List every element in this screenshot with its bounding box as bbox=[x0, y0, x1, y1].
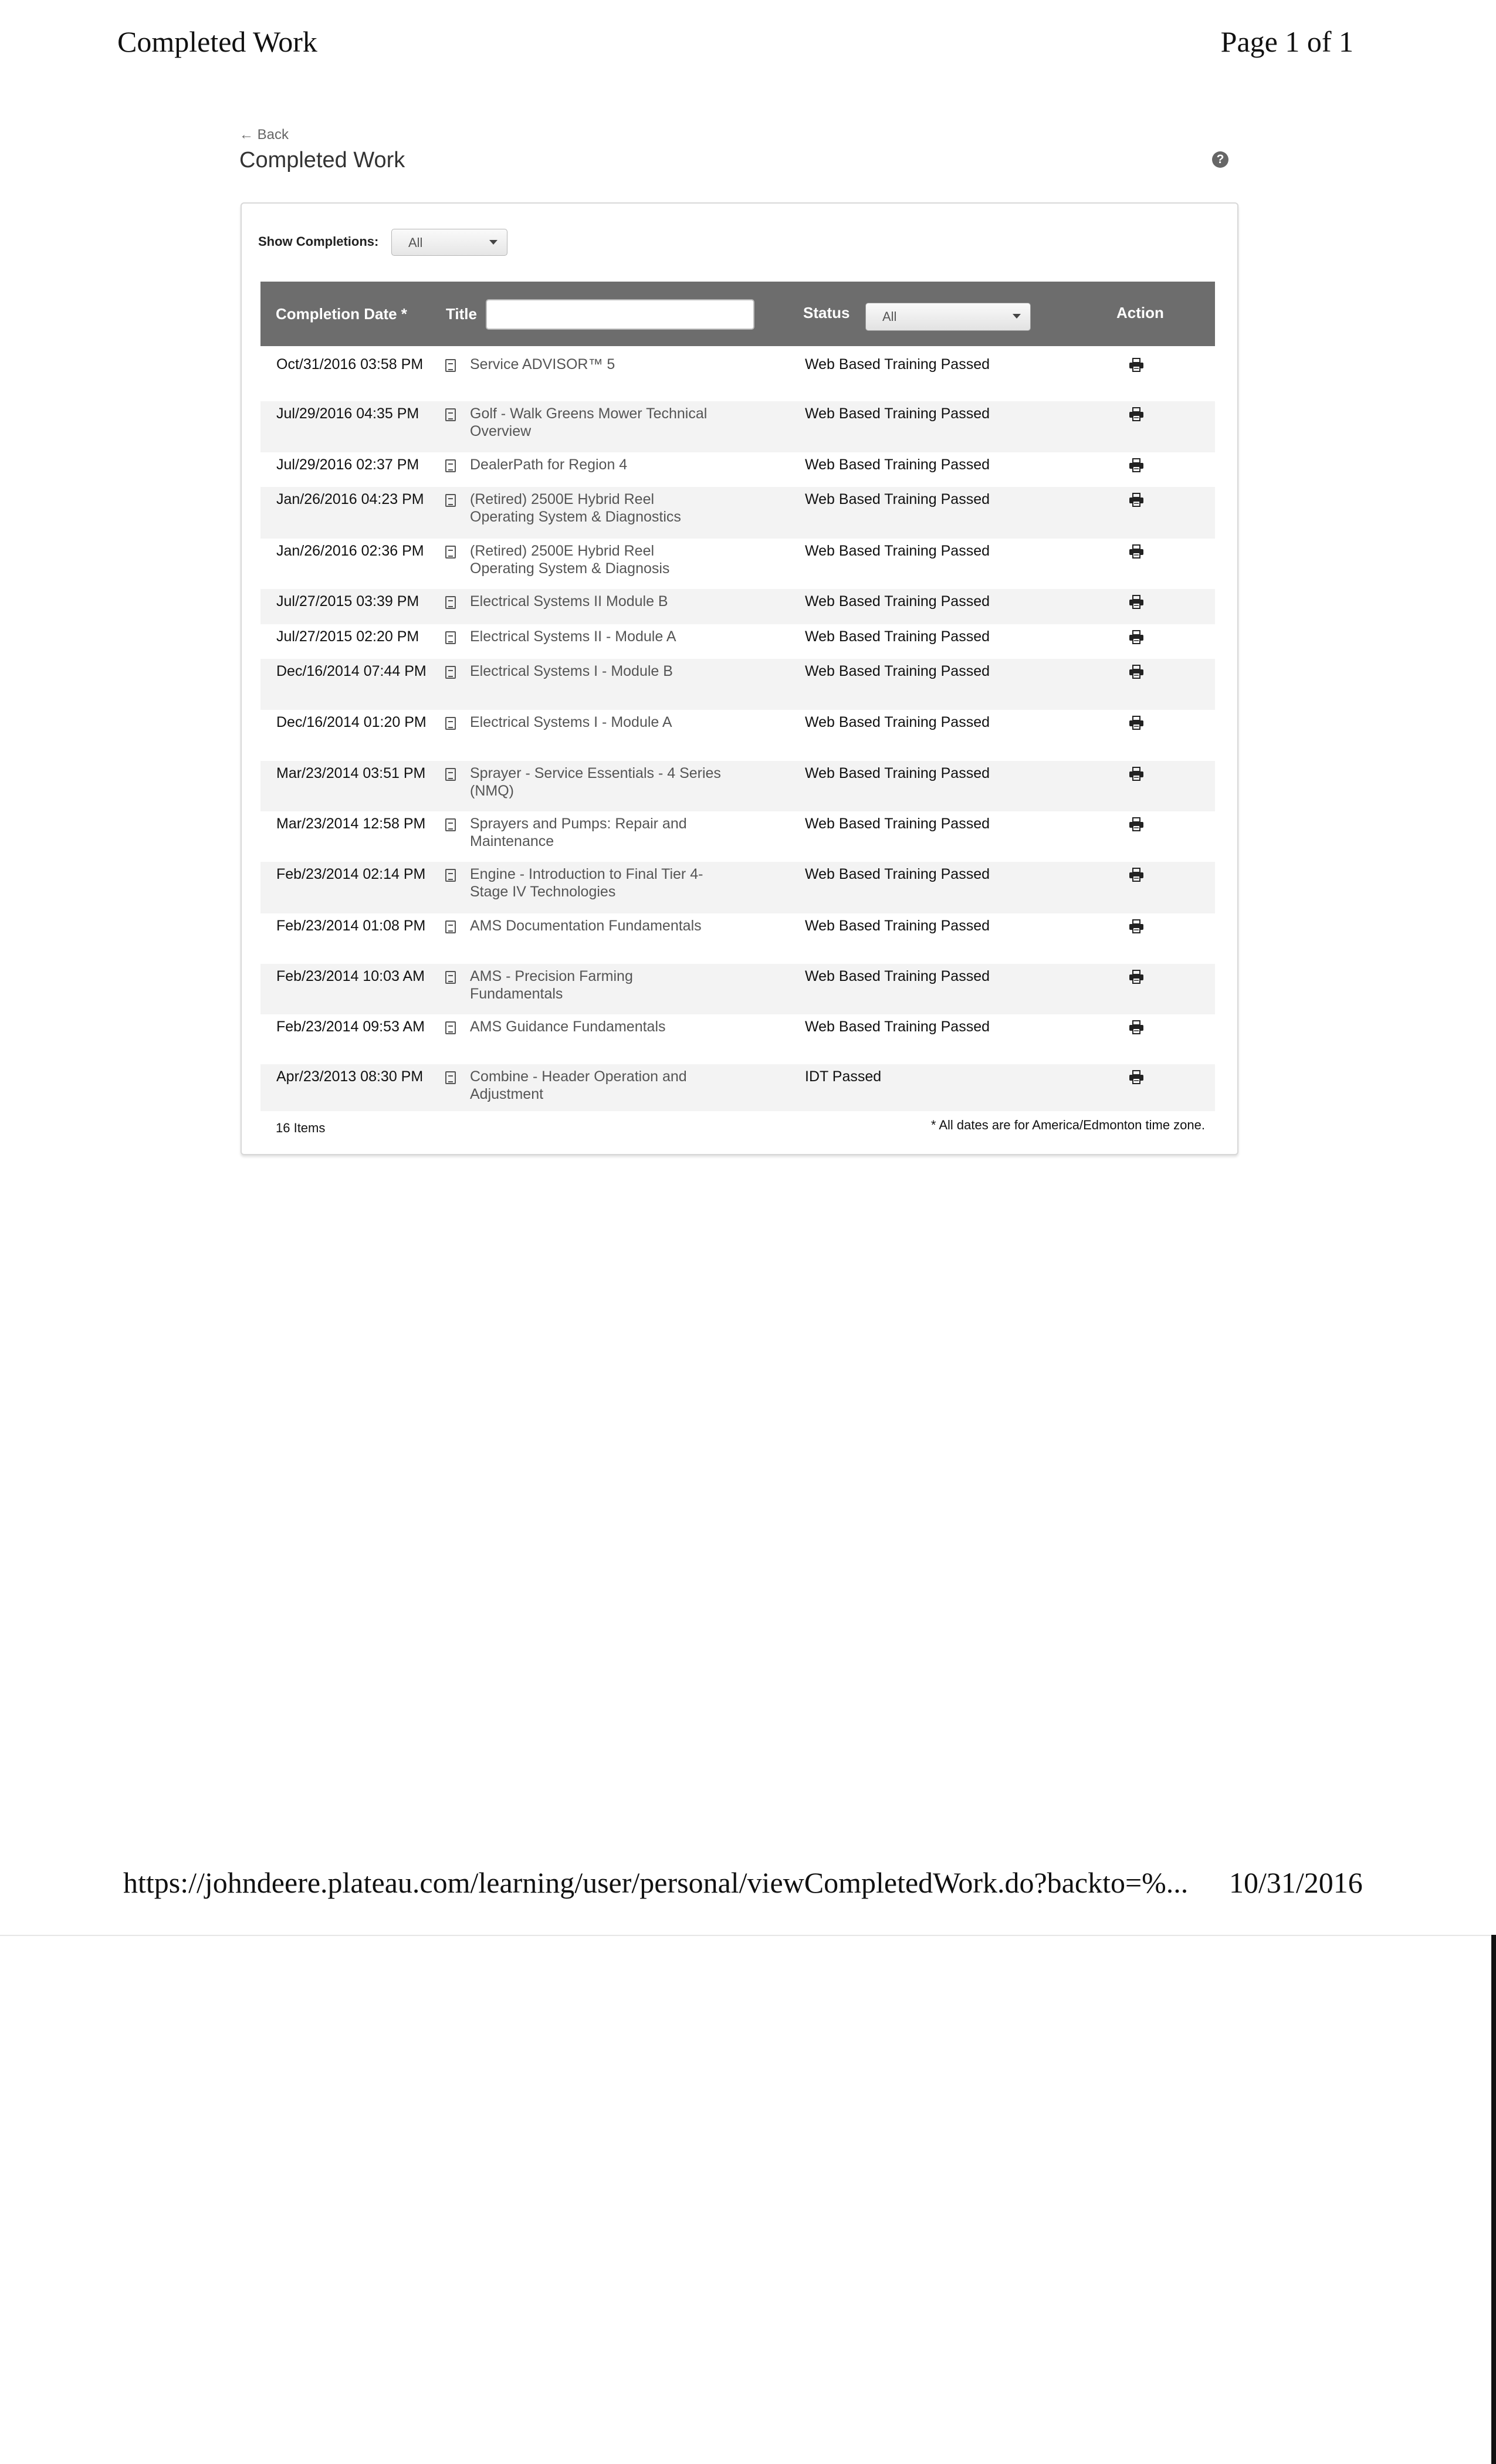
column-header-completion-date[interactable]: Completion Date * bbox=[276, 305, 407, 323]
print-page-number: Page 1 of 1 bbox=[1220, 25, 1353, 58]
completion-status: Web Based Training Passed bbox=[805, 491, 990, 507]
completion-date: Mar/23/2014 12:58 PM bbox=[276, 815, 426, 832]
completion-date: Feb/23/2014 10:03 AM bbox=[276, 968, 425, 984]
column-header-title: Title bbox=[446, 305, 477, 323]
course-title-link[interactable]: Electrical Systems II Module B bbox=[470, 593, 668, 610]
document-icon bbox=[445, 459, 458, 475]
completion-date: Oct/31/2016 03:58 PM bbox=[276, 356, 424, 373]
document-icon bbox=[445, 494, 458, 509]
printer-icon[interactable] bbox=[1129, 544, 1144, 559]
table-row bbox=[260, 452, 1215, 487]
status-filter-select[interactable] bbox=[865, 303, 1031, 331]
table-row bbox=[260, 964, 1215, 1014]
completion-status: Web Based Training Passed bbox=[805, 815, 990, 832]
table-row bbox=[260, 659, 1215, 710]
completion-date: Jan/26/2016 04:23 PM bbox=[276, 491, 424, 507]
print-footer-url: https://johndeere.plateau.com/learning/user/personal/viewCompletedWork.do?backto=%... bbox=[123, 1866, 1189, 1899]
document-icon bbox=[445, 359, 458, 374]
completion-status: Web Based Training Passed bbox=[805, 1018, 990, 1035]
document-icon bbox=[445, 1071, 458, 1087]
table-row bbox=[260, 487, 1215, 539]
completion-date: Apr/23/2013 08:30 PM bbox=[276, 1068, 424, 1085]
chevron-down-icon bbox=[489, 240, 497, 245]
completion-date: Dec/16/2014 07:44 PM bbox=[276, 663, 427, 679]
completion-date: Jan/26/2016 02:36 PM bbox=[276, 543, 424, 559]
status-filter-value: All bbox=[882, 309, 897, 324]
document-icon bbox=[445, 631, 458, 647]
completion-status: Web Based Training Passed bbox=[805, 543, 990, 559]
table-row bbox=[260, 811, 1215, 862]
item-count: 16 Items bbox=[276, 1121, 326, 1135]
print-header-title: Completed Work bbox=[117, 25, 317, 58]
table-row bbox=[260, 862, 1215, 913]
document-icon bbox=[445, 869, 458, 884]
course-title-link[interactable]: Golf - Walk Greens Mower Technical Overview bbox=[470, 405, 708, 439]
column-header-action: Action bbox=[1116, 304, 1164, 321]
chevron-down-icon bbox=[1013, 314, 1021, 319]
document-icon bbox=[445, 596, 458, 611]
back-link[interactable]: ← Back bbox=[239, 127, 289, 143]
completion-status: Web Based Training Passed bbox=[805, 918, 990, 934]
completion-status: Web Based Training Passed bbox=[805, 356, 990, 373]
table-row bbox=[260, 352, 1215, 401]
course-title-link[interactable]: Sprayer - Service Essentials - 4 Series (NMQ) bbox=[470, 765, 721, 799]
printer-icon[interactable] bbox=[1129, 1020, 1144, 1034]
course-title-link[interactable]: Combine - Header Operation and Adjustment bbox=[470, 1068, 687, 1102]
table-row bbox=[260, 539, 1215, 589]
completion-date: Feb/23/2014 02:14 PM bbox=[276, 866, 426, 882]
completion-date: Dec/16/2014 01:20 PM bbox=[276, 714, 427, 730]
course-title-link[interactable]: Service ADVISOR™ 5 bbox=[470, 356, 615, 373]
completion-status: Web Based Training Passed bbox=[805, 405, 990, 422]
timezone-note: * All dates are for America/Edmonton time zone. bbox=[930, 1118, 1205, 1132]
document-icon bbox=[445, 920, 458, 936]
document-icon bbox=[445, 768, 458, 783]
completion-status: Web Based Training Passed bbox=[805, 663, 990, 679]
printer-icon[interactable] bbox=[1129, 970, 1144, 984]
completion-status: Web Based Training Passed bbox=[805, 456, 990, 473]
printer-icon[interactable] bbox=[1129, 665, 1144, 679]
document-icon bbox=[445, 818, 458, 834]
document-icon bbox=[445, 1021, 458, 1037]
completion-status: Web Based Training Passed bbox=[805, 968, 990, 984]
course-title-link[interactable]: Engine - Introduction to Final Tier 4-Stage IV Technologies bbox=[470, 866, 703, 900]
document-icon bbox=[445, 971, 458, 986]
show-completions-value: All bbox=[408, 235, 423, 250]
printer-icon[interactable] bbox=[1129, 1070, 1144, 1084]
completion-date: Jul/29/2016 02:37 PM bbox=[276, 456, 419, 473]
document-icon bbox=[445, 717, 458, 732]
table-row bbox=[260, 589, 1215, 624]
title-filter-input[interactable] bbox=[486, 299, 754, 330]
question-icon[interactable]: ? bbox=[1212, 151, 1228, 168]
completion-status: IDT Passed bbox=[805, 1068, 882, 1085]
printer-icon[interactable] bbox=[1129, 919, 1144, 933]
printer-icon[interactable] bbox=[1129, 767, 1144, 781]
completion-date: Mar/23/2014 03:51 PM bbox=[276, 765, 426, 781]
table-row bbox=[260, 761, 1215, 811]
course-title-link[interactable]: AMS - Precision Farming Fundamentals bbox=[470, 968, 633, 1002]
course-title-link[interactable]: Electrical Systems II - Module A bbox=[470, 628, 676, 645]
completion-date: Jul/27/2015 02:20 PM bbox=[276, 628, 419, 645]
printer-icon[interactable] bbox=[1129, 458, 1144, 472]
column-header-status: Status bbox=[803, 304, 850, 321]
completion-status: Web Based Training Passed bbox=[805, 628, 990, 645]
document-icon bbox=[445, 546, 458, 561]
show-completions-label: Show Completions: bbox=[258, 234, 379, 249]
printer-icon[interactable] bbox=[1129, 595, 1144, 609]
document-icon bbox=[445, 666, 458, 681]
show-completions-select[interactable] bbox=[391, 229, 507, 256]
printer-icon[interactable] bbox=[1129, 407, 1144, 421]
course-title-link[interactable]: Electrical Systems I - Module A bbox=[470, 714, 672, 730]
course-title-link[interactable]: Electrical Systems I - Module B bbox=[470, 663, 673, 679]
printer-icon[interactable] bbox=[1129, 630, 1144, 644]
printer-icon[interactable] bbox=[1129, 868, 1144, 882]
print-footer-date: 10/31/2016 bbox=[1229, 1866, 1363, 1899]
table-row bbox=[260, 710, 1215, 761]
printer-icon[interactable] bbox=[1129, 493, 1144, 507]
table-row bbox=[260, 1014, 1215, 1064]
completion-date: Feb/23/2014 01:08 PM bbox=[276, 918, 426, 934]
course-title-link[interactable]: AMS Documentation Fundamentals bbox=[470, 918, 702, 934]
printer-icon[interactable] bbox=[1129, 716, 1144, 730]
printer-icon[interactable] bbox=[1129, 817, 1144, 831]
printer-icon[interactable] bbox=[1129, 358, 1144, 372]
completion-status: Web Based Training Passed bbox=[805, 714, 990, 730]
completion-status: Web Based Training Passed bbox=[805, 593, 990, 610]
table-row bbox=[260, 624, 1215, 659]
table-row bbox=[260, 913, 1215, 964]
table-row bbox=[260, 401, 1215, 452]
scan-divider bbox=[0, 1935, 1496, 1936]
course-title-link[interactable]: (Retired) 2500E Hybrid Reel Operating System & Diagnosis bbox=[470, 543, 670, 577]
completion-date: Jul/27/2015 03:39 PM bbox=[276, 593, 419, 610]
completion-date: Feb/23/2014 09:53 AM bbox=[276, 1018, 425, 1035]
page-title: Completed Work bbox=[239, 148, 405, 172]
course-title-link[interactable]: Sprayers and Pumps: Repair and Maintenance bbox=[470, 815, 687, 849]
completion-date: Jul/29/2016 04:35 PM bbox=[276, 405, 419, 422]
document-icon bbox=[445, 408, 458, 424]
table-row bbox=[260, 1064, 1215, 1111]
course-title-link[interactable]: (Retired) 2500E Hybrid Reel Operating System & Diagnostics bbox=[470, 491, 681, 525]
completion-status: Web Based Training Passed bbox=[805, 866, 990, 882]
course-title-link[interactable]: DealerPath for Region 4 bbox=[470, 456, 628, 473]
completion-status: Web Based Training Passed bbox=[805, 765, 990, 781]
scan-edge-mark bbox=[1491, 1935, 1496, 2464]
course-title-link[interactable]: AMS Guidance Fundamentals bbox=[470, 1018, 666, 1035]
